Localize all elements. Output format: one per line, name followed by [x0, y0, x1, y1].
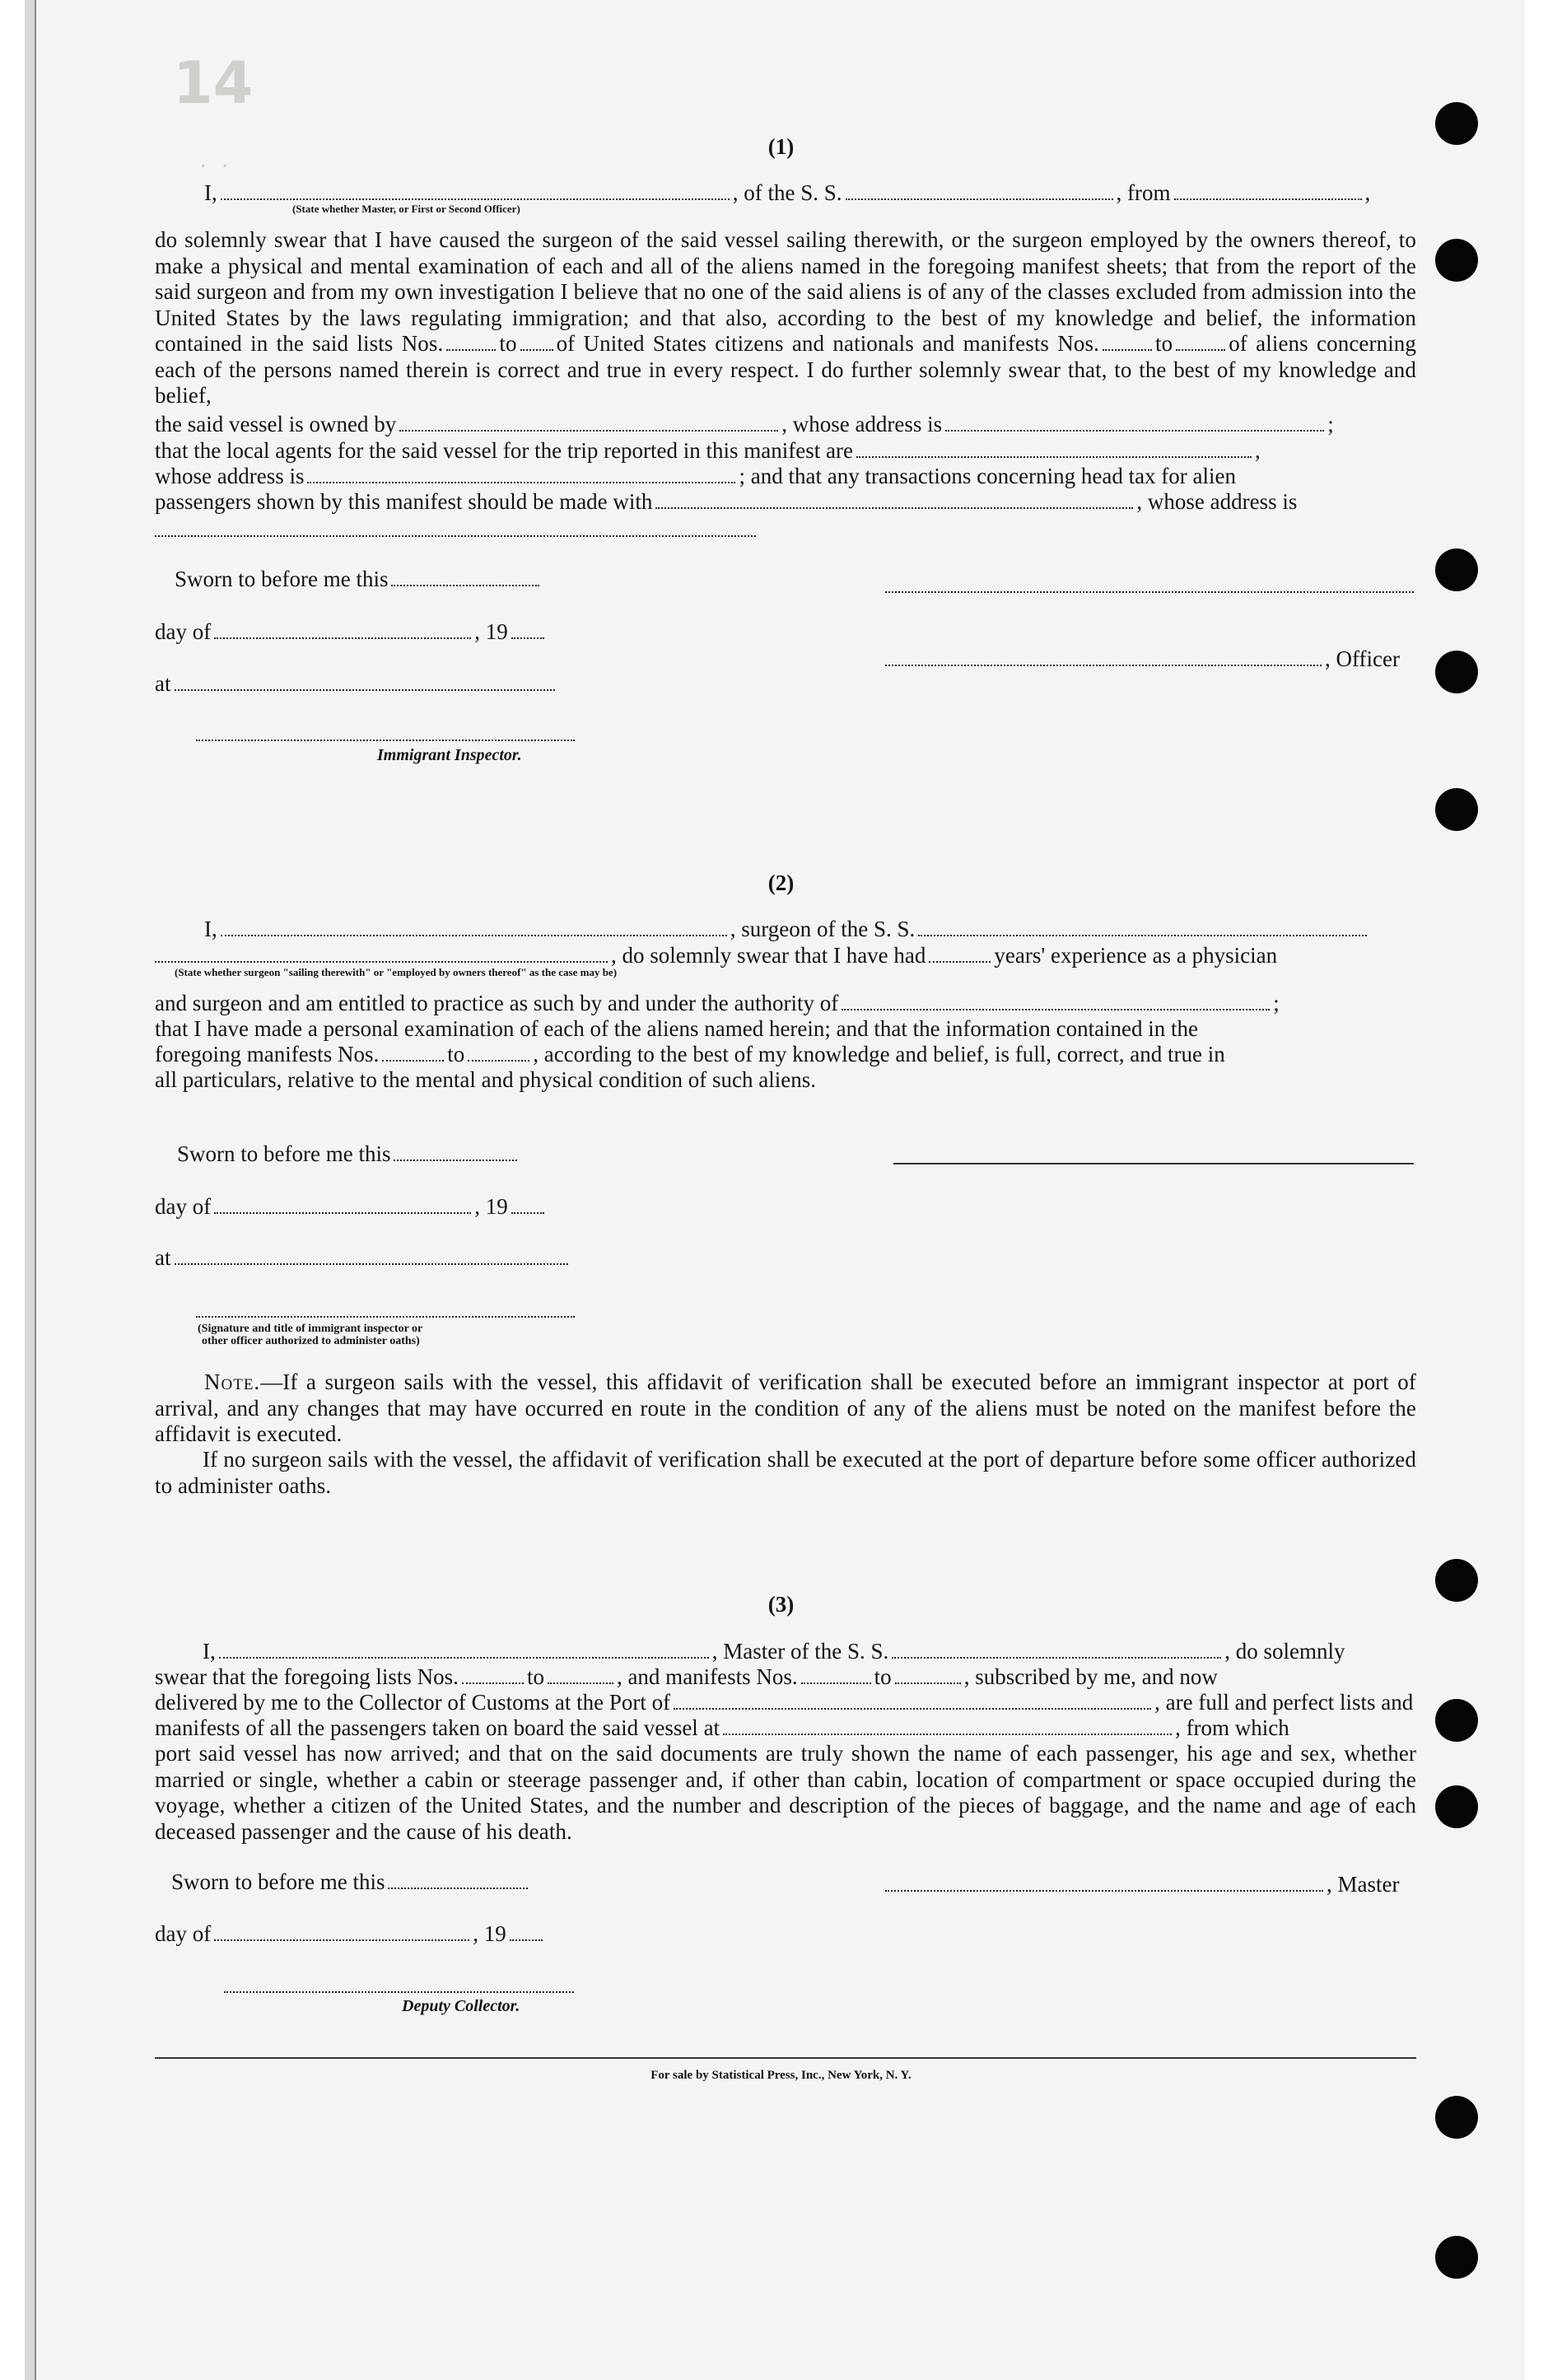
sec2-line-2: , do solemnly swear that I have had years' experience as a physician [155, 943, 1416, 968]
scan-edge-line [35, 0, 36, 2380]
collector-signature-field [224, 1991, 574, 1993]
surgeon-caption: (State whether surgeon "sailing therewith" or "employed by owners thereof" as the case may be) [175, 966, 618, 978]
master-line: , Master [885, 1872, 1562, 1897]
sec2-exam-line: that I have made a personal examination of each of the aliens named herein; and that the information contained in the [155, 1016, 1199, 1041]
footer-rule [155, 2057, 1416, 2059]
field-caption: (State whether Master, or First or Second Officer) [292, 203, 520, 215]
section-heading-2: (2) [767, 870, 795, 895]
sec1-owned-line: the said vessel is owned by , whose address is ; [155, 412, 1334, 436]
printer-footer: For sale by Statistical Press, Inc., New York, N. Y. [650, 2069, 912, 2082]
sworn-line-3: Sworn to before me this [171, 1869, 1433, 1895]
note-label: Note. [204, 1370, 261, 1394]
sec2-manifests-line: foregoing manifests Nos. to , according to the best of my knowledge and belief, is full, correct, and true in [155, 1042, 1225, 1066]
signature-caption-2: other officer authorized to administer oaths) [202, 1335, 420, 1347]
from-port-field [1174, 198, 1362, 200]
day-line-2: day of , 19 [155, 1194, 1416, 1220]
handwritten-page-number: 14 [173, 49, 254, 117]
punch-hole [1435, 239, 1478, 282]
signature-field-1 [885, 591, 1414, 593]
punch-hole [1435, 1699, 1478, 1742]
sec1-paragraph: do solemnly swear that I have caused the surgeon of the said vessel sailing therewith, or the surgeon employed by the owners thereof, to make a physical and mental examination of each and all of the aliens named in the foregoing manifest sheets; that from the report of the said surgeon and from my own investigation I believe that no one of the said aliens is of any of the classes excluded from admission into the United States by the laws regulating immigration; and that also, according to the best of my knowledge and belief, the information contained in the said lists Nos. to of United States citizens and nationals and manifests Nos. to of aliens concerning each of the persons named therein is correct and true in every respect. I do further solemnly swear that, to the best of my knowledge and belief, [155, 227, 1416, 408]
note-paragraph-2: If no surgeon sails with the vessel, the affidavit of verification shall be executed at the port of departure before some officer authorized to administer oaths. [155, 1447, 1416, 1498]
note-paragraph-1: Note.—If a surgeon sails with the vessel, this affidavit of verification shall be executed before an immigrant inspector at port of arrival, and any changes that may have occurred en route in the condition of any of the aliens must be noted on the manifest before the affidavit is executed. [155, 1370, 1416, 1446]
punch-hole [1435, 548, 1478, 591]
inspector-caption: Immigrant Inspector. [377, 746, 522, 764]
inspector-signature-field [196, 740, 575, 741]
officer-rank-field [221, 198, 730, 200]
stamp-mark: · · [198, 156, 231, 177]
sec3-line-4: manifests of all the passengers taken on board the said vessel at , from which [155, 1715, 1289, 1740]
section-heading-3: (3) [767, 1592, 795, 1617]
collector-caption: Deputy Collector. [402, 1997, 520, 2015]
sec1-passengers-line: passengers shown by this manifest should be made with , whose address is [155, 489, 1298, 514]
signature-caption-1: (Signature and title of immigrant inspector or [198, 1323, 423, 1335]
officer-signature-field [196, 1316, 575, 1318]
sec3-line-2: swear that the foregoing lists Nos. to , and manifests Nos. to , subscribed by me, and now [155, 1664, 1218, 1689]
sec3-paragraph: port said vessel has now arrived; and that on the said documents are truly shown the name of each passenger, his age and sex, whether married or single, whether a cabin or steerage passenger and, if other than cabin, location of compartment or space occupied during the voyage, whether a citizen of the United States, and the number and description of the pieces of baggage, and the name and age of each deceased passenger and the cause of his death. [155, 1741, 1416, 1844]
sec2-line-1: I, , surgeon of the S. S. [155, 917, 1416, 942]
sec3-line-3: delivered by me to the Collector of Customs at the Port of , are full and perfect lists and [155, 1690, 1414, 1715]
ship-name-field [846, 198, 1113, 200]
section-heading-1: (1) [767, 134, 795, 159]
sec1-agents-line: that the local agents for the said vessel for the trip reported in this manifest are , [155, 438, 1261, 463]
sec2-all-line: all particulars, relative to the mental and physical condition of such aliens. [155, 1067, 816, 1092]
sec3-line-1: I, , Master of the S. S. , do solemnly [203, 1639, 1345, 1664]
at-line-2: at [155, 1245, 1416, 1271]
sec1-line-1: I, , of the S. S. , from , [204, 180, 1371, 205]
address-field [155, 535, 756, 537]
sec2-auth-line: and surgeon and am entitled to practice as such by and under the authority of ; [155, 991, 1280, 1015]
sworn-line-1: Sworn to before me this [175, 567, 1436, 592]
day-line-3: day of , 19 [155, 1921, 1416, 1947]
punch-hole [1435, 2236, 1478, 2279]
punch-hole [1435, 788, 1478, 831]
sec1-whose-line: whose address is ; and that any transactions concerning head tax for alien [155, 464, 1237, 488]
sworn-line-2: Sworn to before me this [177, 1141, 1438, 1167]
at-line-1: at [155, 671, 1416, 697]
punch-hole [1435, 1785, 1478, 1828]
surgeon-signature-field [893, 1163, 1414, 1164]
punch-hole [1435, 2096, 1478, 2139]
day-line-1: day of , 19 [155, 619, 1416, 645]
officer-line: , Officer [885, 646, 1562, 672]
